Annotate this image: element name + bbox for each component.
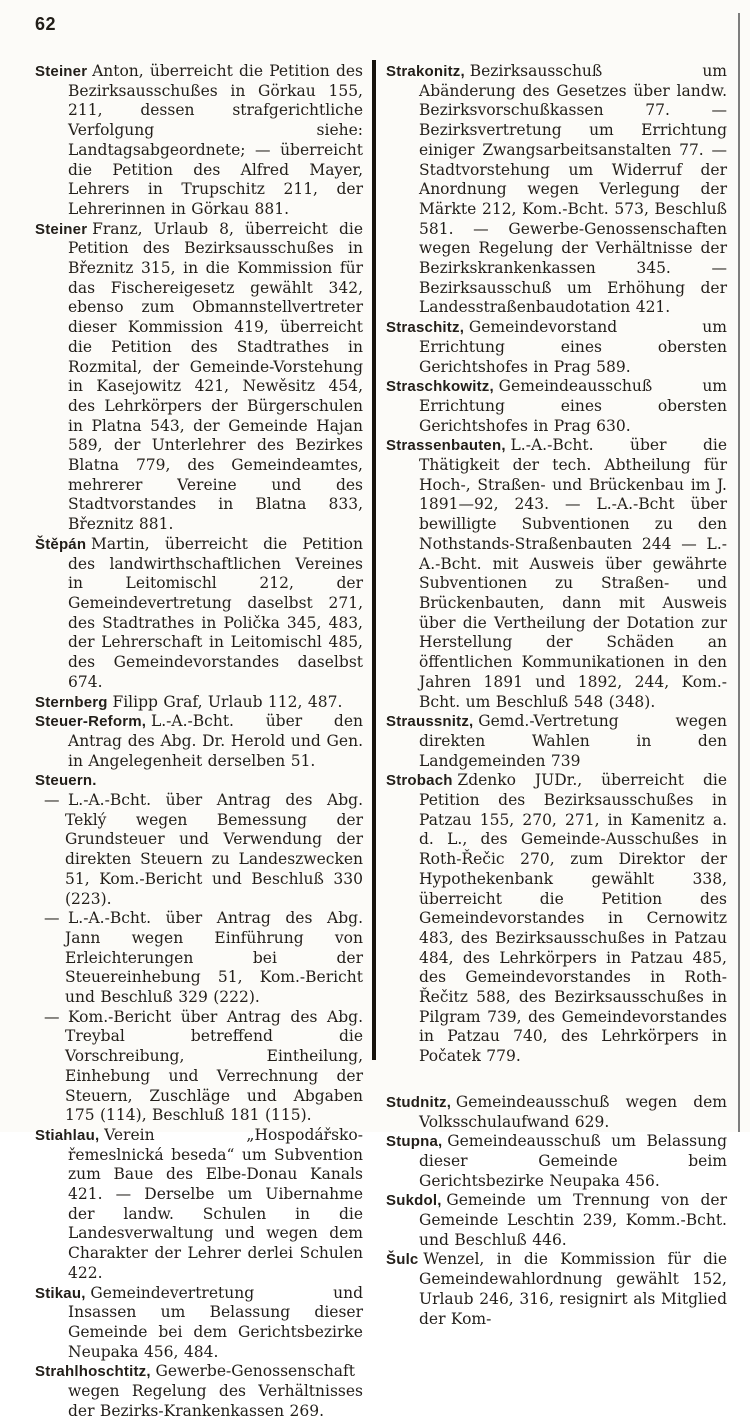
entry-body: Gemeinde um Trennung von der Gemeinde Leschtin 239, Komm.-Bcht. und Beschluß 446. (419, 1191, 727, 1249)
entry-headword: Straschkowitz, (386, 378, 494, 396)
entry-body: Gemeindevertretung und Insassen um Belassung dieser Gemeinde bei dem Gerichtsbezirke Neupaka 456, 484. (68, 1283, 363, 1361)
index-entry-stupna (386, 1132, 727, 1191)
entry-body: Kom.-Bericht über Antrag des Abg. Treybal betreffend die Vorschreibung, Eintheilung, Einhebung und Verrechnung der Steuern, Zuschläge und Abgaben 175 (114), Beschluß 181 (115). (65, 1007, 363, 1125)
entry-headword: Sukdol, (386, 1192, 442, 1210)
index-entry-straschitz (386, 318, 727, 377)
entry-headword: Steiner (35, 220, 88, 238)
index-entry-strobach (386, 771, 727, 1067)
entry-body: L.-A.-Bcht. über die Thätigkeit der tech. Abtheilung für Hoch-, Straßen- und Brückenbau im J. 1891—92, 243. — L.-A.-Bcht über bewilligte Subventionen zu den Nothstands-Straßenbauten 244 — L.-A.-Bcht. mit Ausweis über gewährte Subventionen zu Straßen- und Brückenbauten, dann mit Ausweis über die Vertheilung der Dotation zur Herstellung der Schäden an öffentlichen Kommunikationen in den Jahren 1891 und 1892, 244, Kom.-Bcht. um Beschluß 548 (348). (419, 436, 727, 711)
entry-headword: Strakonitz, (386, 63, 465, 80)
entry-body: Martin, überreicht die Petition des landwirthschaftlichen Vereines in Leitomischl 212, der Gemeindevertretung daselbst 271, des Stadtrathes in Polička 345, 483, der Lehrerschaft in Leitomischl 485, des Gemeindevorstandes daselbst 674. (68, 534, 363, 691)
entry-body: Bezirksausschuß um Abänderung des Gesetzes über landw. Bezirksvorschußkassen 77. — Bezirksvertretung um Errichtung einiger Zwangsarbeitsanstalten 77. — Stadtvorstehung um Widerruf der Anordnung wegen Verlegung der Märkte 212, Kom.-Bcht. 573, Beschluß 581. — Gewerbe-Genossenschaften wegen Regelung der Verhältnisse der Bezirkskrankenkassen 345. — Bezirksausschuß um Erhöhung der Landesstraßenbaudotation 421. (419, 62, 727, 317)
entry-body: Gemd.-Vertretung wegen direkten Wahlen in den Landgemeinden 739 (419, 712, 727, 770)
entry-body: L.-A.-Bcht. über Antrag des Abg. Teklý wegen Bemessung der Grundsteuer und Verwendung der direkten Steuern zu Landeszwecken 51, Kom.-Bericht und Beschluß 330 (223). (65, 791, 363, 908)
index-entry-straschkowitz (386, 377, 727, 436)
entry-headword: Strahlhoschtitz, (35, 1363, 151, 1381)
entry-headword: Stikau, (35, 1284, 86, 1302)
page-edge-line (738, 13, 740, 1132)
entry-headword: Stiahlau, (35, 1126, 100, 1144)
entry-headword: Sternberg (35, 693, 108, 711)
index-entry-steuern (35, 771, 363, 791)
index-entry-steiner-franz (35, 220, 363, 535)
left-column (35, 62, 363, 1422)
index-entry-stikau (35, 1284, 363, 1363)
index-entry-stepan (35, 535, 363, 693)
entry-body: Gemeindevorstand um Errichtung eines obersten Gerichtshofes in Prag 589. (419, 318, 727, 376)
entry-body: Verein „Hospodářsko-řemeslnická beseda“ um Subvention zum Baue des Elbe-Donau Kanals 421. — Derselbe um Uibernahme der landw. Schulen in die Landesverwaltung und wegen dem Charakter der Lehrer derlei Schulen 422. (68, 1125, 363, 1282)
index-entry-strassenbauten (386, 436, 727, 712)
index-entry-steiner-anton (35, 62, 363, 220)
entry-headword: Strassenbauten, (386, 437, 506, 455)
dash-marker: — (44, 791, 60, 810)
index-entry-strakonitz (386, 62, 727, 318)
entry-headword: Stupna, (386, 1133, 443, 1151)
right-column (386, 62, 727, 1329)
entry-headword: Steuer-Reform, (35, 713, 147, 731)
index-entry-straussnitz (386, 712, 727, 771)
page-number: 62 (35, 14, 57, 34)
dash-marker: — (44, 1007, 60, 1026)
entry-body: Gemeindeausschuß um Belassung dieser Gemeinde beim Gerichtsbezirke Neupaka 456. (419, 1132, 727, 1190)
entry-headword: Studnitz, (386, 1093, 452, 1111)
entry-headword: Straussnitz, (386, 713, 474, 731)
index-subentry-steuern-3 (35, 1008, 363, 1126)
entry-body: Zdenko JUDr., überreicht die Petition des Bezirksausschußes in Patzau 155, 270, 271, in Kamenitz a. d. L., des Gemeinde-Ausschußes in Roth-Řečic 270, zum Direktor der Hypothekenbank gewählt 338, überreicht die Petition des Gemeindevorstandes in Cernowitz 483, des Bezirksausschußes in Patzau 484, des Lehrkörpers in Patzau 485, des Gemeindevorstandes in Roth-Řečitz 588, des Bezirksausschußes in Pilgram 739, des Gemeindevorstandes in Patzau 740, des Lehrkörpers in Počatek 779. (419, 771, 727, 1066)
index-entry-stiahlau (35, 1126, 363, 1284)
entry-headword: Steiner (35, 63, 88, 80)
entry-body: Wenzel, in die Kommission für die Gemeindewahlordnung gewählt 152, Urlaub 246, 316, resignirt als Mitglied der Kom- (419, 1250, 727, 1328)
index-entry-sulc (386, 1250, 727, 1329)
entry-headword: Štěpán (35, 535, 87, 553)
index-subentry-steuern-2 (35, 909, 363, 1008)
entry-headword: Steuern. (35, 772, 97, 790)
index-entry-sternberg (35, 693, 363, 713)
index-entry-sukdol (386, 1191, 727, 1250)
entry-headword: Šulc (386, 1251, 419, 1269)
dash-marker: — (44, 909, 60, 928)
entry-body: Gemeindeausschuß wegen dem Volksschulaufwand 629. (419, 1092, 727, 1131)
entry-body: Filipp Graf, Urlaub 112, 487. (112, 692, 343, 711)
column-divider-rule (372, 60, 376, 1060)
entry-body: Gemeindeausschuß um Errichtung eines obersten Gerichtshofes in Prag 630. (419, 377, 727, 435)
index-entry-steuer-reform (35, 712, 363, 771)
entry-body: L.-A.-Bcht. über Antrag des Abg. Jann wegen Einführung von Erleichterungen bei der Steuereinhebung 51, Kom.-Bericht und Beschluß 329 (222). (65, 909, 363, 1007)
entry-headword: Strobach (386, 772, 453, 790)
index-entry-strahlhoschtitz (35, 1362, 363, 1421)
entry-headword: Straschitz, (386, 319, 465, 337)
index-subentry-steuern-1 (35, 791, 363, 909)
entry-body: Franz, Urlaub 8, überreicht die Petition des Bezirksausschußes in Březnitz 315, in die Kommission für das Fischereigesetz gewählt 342, ebenso zum Obmannstellvertreter dieser Kommission 419, überreicht die Petition des Stadtrathes in Rozmital, der Gemeinde-Vorstehung in Kasejowitz 421, Newěsitz 454, des Lehrkörpers der Bürgerschulen in Platna 543, der Gemeinde Hajan 589, der Unterlehrer des Bezirkes Blatna 779, des Gemeindeamtes, mehrerer Vereine und des Stadtvorstandes in Blatna 833, Březnitz 881. (68, 219, 363, 534)
index-entry-studnitz (386, 1093, 727, 1132)
entry-body: Gewerbe-Genossenschaft wegen Regelung des Verhältnisses der Bezirks-Krankenkassen 269. (68, 1362, 363, 1420)
entry-body: L.-A.-Bcht. über den Antrag des Abg. Dr. Herold und Gen. in Angelegenheit derselben 51. (68, 712, 363, 770)
entry-body: Anton, überreicht die Petition des Bezirksausschußes in Görkau 155, 211, dessen strafgerichtliche Verfolgung siehe: Landtagsabgeordnete; — überreicht die Petition des Alfred Mayer, Lehrers in Trupschitz 211, der Lehrerinnen in Görkau 881. (68, 62, 363, 218)
